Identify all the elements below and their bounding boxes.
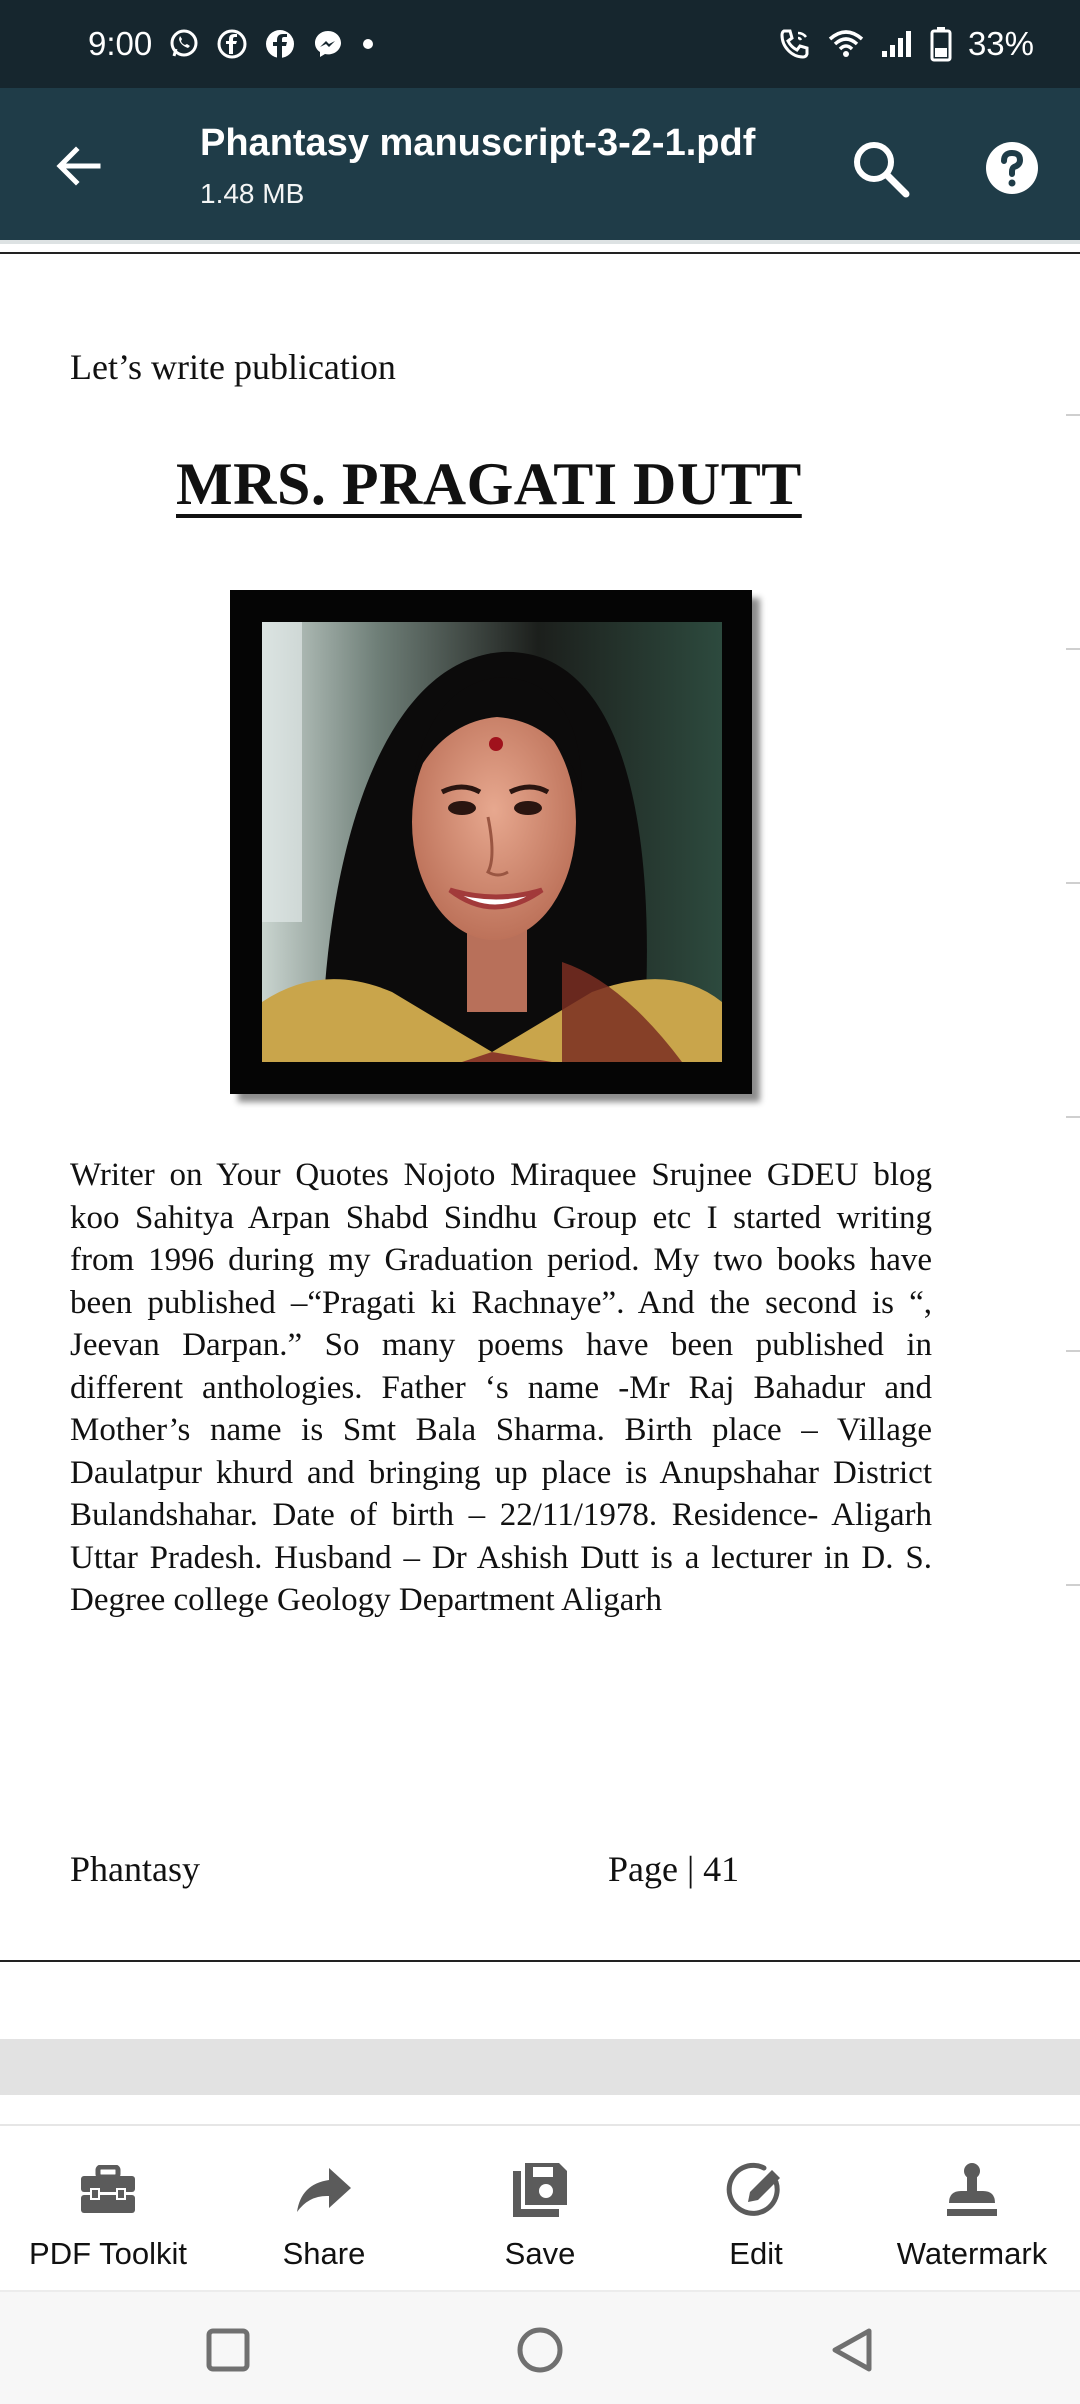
save-button[interactable] [432, 2126, 648, 2290]
page-header-note: Let’s write publication [70, 347, 396, 387]
back-icon [829, 2327, 875, 2373]
status-right [778, 25, 1034, 63]
file-title: Phantasy manuscript-3-2-1.pdf [200, 122, 756, 164]
watermark-icon [945, 2160, 999, 2220]
save-icon [511, 2160, 569, 2220]
recents-button[interactable] [196, 2318, 260, 2382]
edit-icon [726, 2160, 786, 2220]
edit-label: Edit [729, 2236, 783, 2271]
wifi-call-icon [778, 27, 812, 61]
author-photo-frame [230, 590, 752, 1094]
nav-back-button[interactable] [820, 2318, 884, 2382]
save-label: Save [504, 2236, 576, 2271]
home-button[interactable] [508, 2318, 572, 2382]
share-label: Share [282, 2236, 366, 2271]
file-size: 1.48 MB [200, 178, 305, 209]
facebook-icon [264, 28, 296, 60]
page-footer-number: Page | 41 [608, 1849, 740, 1889]
home-icon [515, 2325, 565, 2375]
author-photo [262, 622, 722, 1062]
author-bio: Writer on Your Quotes Nojoto Miraquee Srujnee GDEU blog koo Sahitya Arpan Shabd Sindhu Group etc I started writing from 1996 during my Graduation period. My two books have been published –“Pragati ki Rachnaye”. And the second is “, Jeevan Darpan.” So many poems have been published in different anthologies. Father ‘s name -Mr Raj Bahadur and Mother’s name is Smt Bala Sharma. Birth place – Village Daulatpur khurd and bringing up place is Anupshahar District Bulandshahar. Date of birth – 22/11/1978. Residence- Aligarh Uttar Pradesh. Husband – Dr Ashish Dutt is a lecturer in D. S. Degree college Geology Department Aligarh [70, 1157, 932, 1618]
share-button[interactable] [216, 2126, 432, 2290]
toolkit-icon [79, 2160, 137, 2220]
app-bar [0, 88, 1080, 244]
page-separator [0, 2039, 1080, 2095]
help-button[interactable] [972, 128, 1052, 208]
bottom-toolbar [0, 2124, 1080, 2290]
share-icon [295, 2160, 353, 2220]
margin-tick [1066, 648, 1080, 650]
facebook-icon [216, 28, 248, 60]
watermark-button[interactable] [864, 2126, 1080, 2290]
recents-icon [205, 2327, 251, 2373]
margin-tick [1066, 1350, 1080, 1352]
search-icon [848, 136, 912, 200]
back-button[interactable] [40, 128, 116, 204]
edit-button[interactable] [648, 2126, 864, 2290]
page-footer-book: Phantasy [70, 1849, 200, 1889]
margin-tick [1066, 1584, 1080, 1586]
status-time: 9:00 [88, 25, 153, 62]
search-button[interactable] [840, 128, 920, 208]
author-name: MRS. PRAGATI DUTT [176, 451, 802, 517]
back-arrow-icon [52, 140, 104, 192]
watermark-label: Watermark [896, 2236, 1048, 2271]
system-nav-bar [0, 2290, 1080, 2404]
margin-tick [1066, 1116, 1080, 1118]
battery-icon [930, 26, 952, 62]
margin-tick [1066, 414, 1080, 416]
wifi-icon [828, 29, 864, 59]
signal-icon [880, 29, 914, 59]
pdf-toolkit-button[interactable] [0, 2126, 216, 2290]
messenger-icon [312, 28, 344, 60]
pdf-viewer[interactable] [0, 244, 1080, 2124]
whatsapp-icon [168, 28, 200, 60]
pdf-toolkit-label: PDF Toolkit [29, 2236, 187, 2271]
help-icon [984, 140, 1040, 196]
dot-icon [360, 36, 376, 52]
pdf-page[interactable] [0, 252, 1080, 1962]
status-bar [0, 0, 1080, 88]
battery-percent: 33% [967, 25, 1034, 62]
status-left [88, 25, 376, 63]
margin-tick [1066, 882, 1080, 884]
